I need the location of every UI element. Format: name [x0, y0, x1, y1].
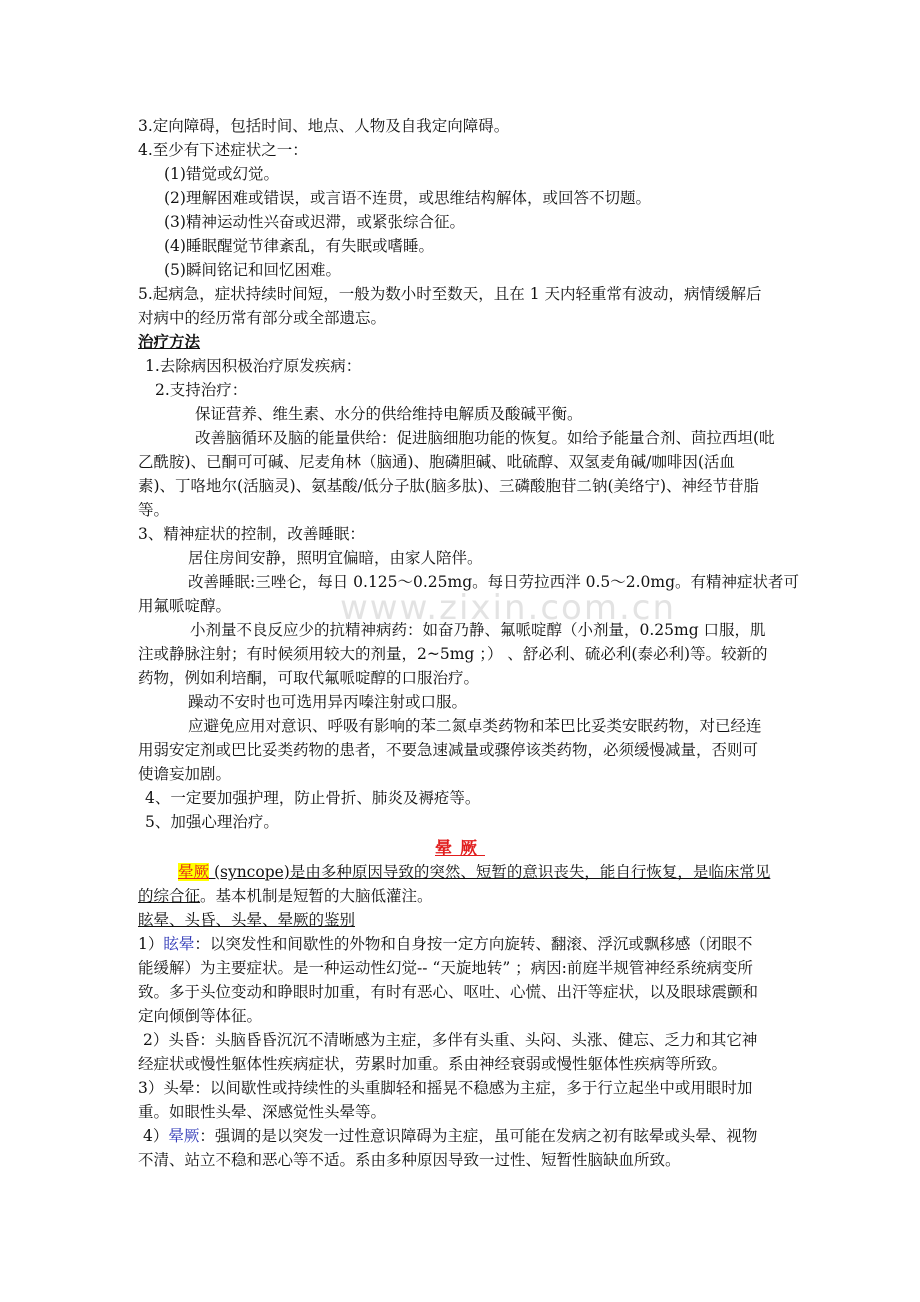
- definition-line: 的综合征。基本机制是短暂的大脑低灌注。: [138, 887, 433, 905]
- syncope-term: 晕厥: [178, 863, 210, 881]
- definition-line: 晕厥 (syncope)是由多种原因导致的突然、短暂的意识丧失，能自行恢复，是临床常见: [178, 863, 771, 881]
- paragraph-line: 使谵妄加剧。: [138, 765, 232, 783]
- symptom-item: (2)理解困难或错误，或言语不连贯，或思维结构解体，或回答不切题。: [164, 189, 651, 207]
- treatment-item: 3、精神症状的控制，改善睡眠：: [138, 525, 365, 543]
- paragraph-line: 不清、站立不稳和恶心等不适。系由多种原因导致一过性、短暂性脑缺血所致。: [138, 1151, 681, 1169]
- differential-item: 3）头晕：以间歇性或持续性的头重脚轻和摇晃不稳感为主症，多于行立起坐中或用眼时加: [138, 1079, 753, 1097]
- paragraph-line: 应避免应用对意识、呼吸有影响的苯二氮卓类药物和苯巴比妥类安眠药物，对已经连: [188, 717, 762, 735]
- criteria-line: 3.定向障碍，包括时间、地点、人物及自我定向障碍。: [138, 117, 510, 135]
- paragraph-line: 乙酰胺)、已酮可可碱、尼麦角林（脑通)、胞磷胆碱、吡硫醇、双氢麦角碱/咖啡因(活血: [138, 453, 735, 471]
- paragraph-line: 重。如眼性头晕、深感觉性头晕等。: [138, 1103, 387, 1121]
- vertigo-term: 眩晕: [163, 935, 195, 953]
- treatment-item: 5、加强心理治疗。: [145, 813, 279, 831]
- paragraph-line: 药物，例如利培酮，可取代氟哌啶醇的口服治疗。: [138, 669, 480, 687]
- paragraph-line: 用氟哌啶醇。: [138, 597, 232, 615]
- section-heading-treatment: 治疗方法: [138, 332, 201, 351]
- paragraph-line: 保证营养、维生素、水分的供给维持电解质及酸碱平衡。: [195, 405, 583, 423]
- syncope-term: 晕厥: [168, 1127, 200, 1145]
- paragraph-line: 定向倾倒等体征。: [138, 1007, 263, 1025]
- criteria-line: 5.起病急，症状持续时间短，一般为数小时至数天，且在 1 天内轻重常有波动，病情缓解后: [138, 285, 762, 303]
- paragraph-line: 小剂量不良反应少的抗精神病药：如奋乃静、氟哌啶醇（小剂量，0.25mg 口服，肌: [190, 621, 766, 639]
- paragraph-line: 用弱安定剂或巴比妥类药物的患者，不要急速减量或骤停该类药物，必须缓慢减量，否则可: [138, 741, 759, 759]
- section-heading-differential: 眩晕、头昏、头晕、晕厥的鉴别: [138, 911, 356, 929]
- paragraph-line: 改善脑循环及脑的能量供给：促进脑细胞功能的恢复。如给予能量合剂、茴拉西坦(吡: [195, 429, 775, 447]
- symptom-item: (1)错觉或幻觉。: [164, 165, 279, 183]
- paragraph-line: 素)、丁咯地尔(活脑灵)、氨基酸/低分子肽(脑多肽)、三磷酸胞苷二钠(美络宁)、神经节苷脂: [138, 477, 760, 495]
- paragraph-line: 致。多于头位变动和睁眼时加重，有时有恶心、呕吐、心慌、出汗等症状，以及眼球震颤和: [138, 983, 759, 1001]
- criteria-line: 4.至少有下述症状之一：: [138, 141, 308, 159]
- differential-item: 2）头昏：头脑昏昏沉沉不清晰感为主症，多伴有头重、头闷、头涨、健忘、乏力和其它神: [143, 1031, 758, 1049]
- treatment-item: 4、一定要加强护理，防止骨折、肺炎及褥疮等。: [145, 789, 481, 807]
- criteria-line: 对病中的经历常有部分或全部遗忘。: [138, 309, 387, 327]
- symptom-item: (4)睡眠醒觉节律紊乱，有失眠或嗜睡。: [164, 237, 434, 255]
- paragraph-line: 居住房间安静，照明宜偏暗，由家人陪伴。: [188, 549, 483, 567]
- paragraph-line: 躁动不安时也可选用异丙嗪注射或口服。: [188, 693, 468, 711]
- differential-item: 4）晕厥：强调的是以突发一过性意识障碍为主症，虽可能在发病之初有眩晕或头晕、视物: [143, 1127, 758, 1145]
- paragraph-line: 等。: [138, 501, 170, 519]
- differential-item: 1）眩晕：以突发性和间歇性的外物和自身按一定方向旋转、翻滚、浮沉或飘移感（闭眼不: [138, 935, 753, 953]
- paragraph-line: 改善睡眠:三唑仑，每日 0.125～0.25mg。每日劳拉西泮 0.5～2.0mg。有精神症状者可: [188, 573, 800, 591]
- paragraph-line: 能缓解）为主要症状。是一种运动性幻觉-- “天旋地转” ；病因:前庭半规管神经系统病变所: [138, 959, 753, 977]
- paragraph-line: 注或静脉注射；有时候须用较大的剂量，2~5mg ；） 、舒必利、硫必利(泰必利)等。较新的: [138, 645, 768, 663]
- treatment-item: 1.去除病因积极治疗原发疾病：: [145, 357, 362, 375]
- symptom-item: (3)精神运动性兴奋或迟滞，或紧张综合征。: [164, 213, 465, 231]
- paragraph-line: 经症状或慢性躯体性疾病症状，劳累时加重。系由神经衰弱或慢性躯体性疾病等所致。: [138, 1055, 728, 1073]
- section-title-syncope: 晕厥: [435, 839, 485, 859]
- watermark: www.zixin.com.cn: [340, 588, 676, 628]
- treatment-item: 2.支持治疗：: [155, 381, 248, 399]
- symptom-item: (5)瞬间铭记和回忆困难。: [164, 261, 341, 279]
